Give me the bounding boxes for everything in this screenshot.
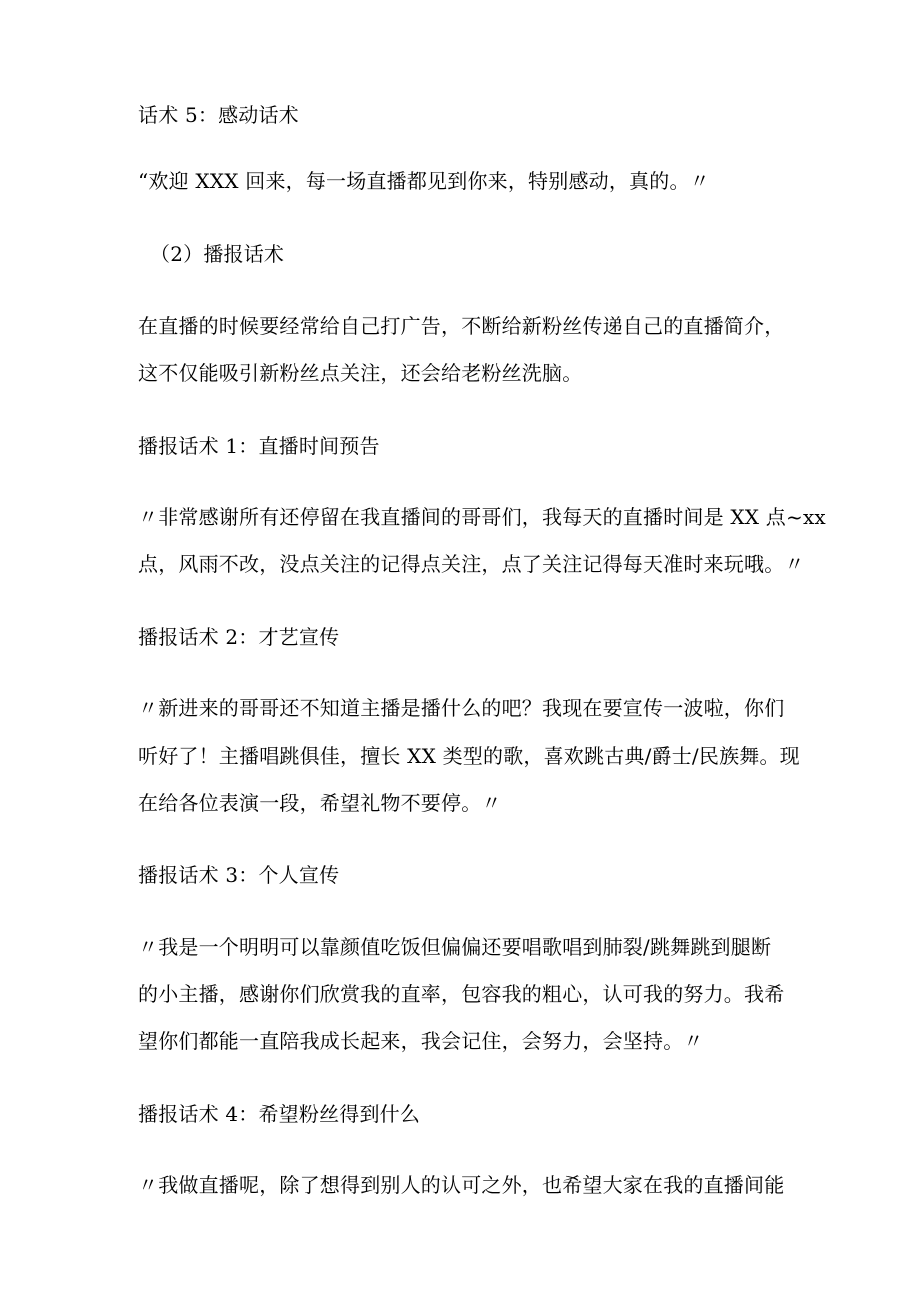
intro-line-1: 在直播的时候要经常给自己打广告，不断给新粉丝传递自己的直播简介，	[138, 314, 785, 338]
broadcast-4-line-1: 〃我做直播呢，除了想得到别人的认可之外，也希望大家在我的直播间能	[138, 1173, 785, 1197]
broadcast-2-line-3: 在给各位表演一段，希望礼物不要停。〃	[138, 791, 502, 815]
intro-line-2: 这不仅能吸引新粉丝点关注，还会给老粉丝洗脑。	[138, 361, 583, 385]
broadcast-4-title: 播报话术 4：希望粉丝得到什么	[138, 1102, 421, 1126]
broadcast-3-title: 播报话术 3：个人宣传	[138, 863, 340, 887]
broadcast-1-line-2: 点，风雨不改，没点关注的记得点关注，点了关注记得每天准时来玩哦。〃	[138, 552, 805, 576]
broadcast-3-line-1: 〃我是一个明明可以靠颜值吃饭但偏偏还要唱歌唱到肺裂/跳舞跳到腿断	[138, 935, 772, 959]
heading-5: 话术 5：感动话术	[138, 103, 299, 127]
section-2-title: （2）播报话术	[150, 242, 285, 266]
broadcast-2-line-1: 〃新进来的哥哥还不知道主播是播什么的吧？我现在要宣传一波啦，你们	[138, 696, 785, 720]
broadcast-1-title: 播报话术 1：直播时间预告	[138, 434, 380, 458]
broadcast-2-line-2: 听好了！主播唱跳俱佳，擅长 XX 类型的歌，喜欢跳古典/爵士/民族舞。现	[138, 744, 800, 768]
broadcast-1-line-1: 〃非常感谢所有还停留在我直播间的哥哥们，我每天的直播时间是 XX 点~xx	[138, 505, 826, 529]
broadcast-3-line-2: 的小主播，感谢你们欣赏我的直率，包容我的粗心，认可我的努力。我希	[138, 982, 785, 1006]
broadcast-3-line-3: 望你们都能一直陪我成长起来，我会记住，会努力，会坚持。〃	[138, 1029, 704, 1053]
broadcast-2-title: 播报话术 2：才艺宣传	[138, 625, 340, 649]
quote-5: “欢迎 XXX 回来，每一场直播都见到你来，特别感动，真的。〃	[138, 169, 710, 193]
